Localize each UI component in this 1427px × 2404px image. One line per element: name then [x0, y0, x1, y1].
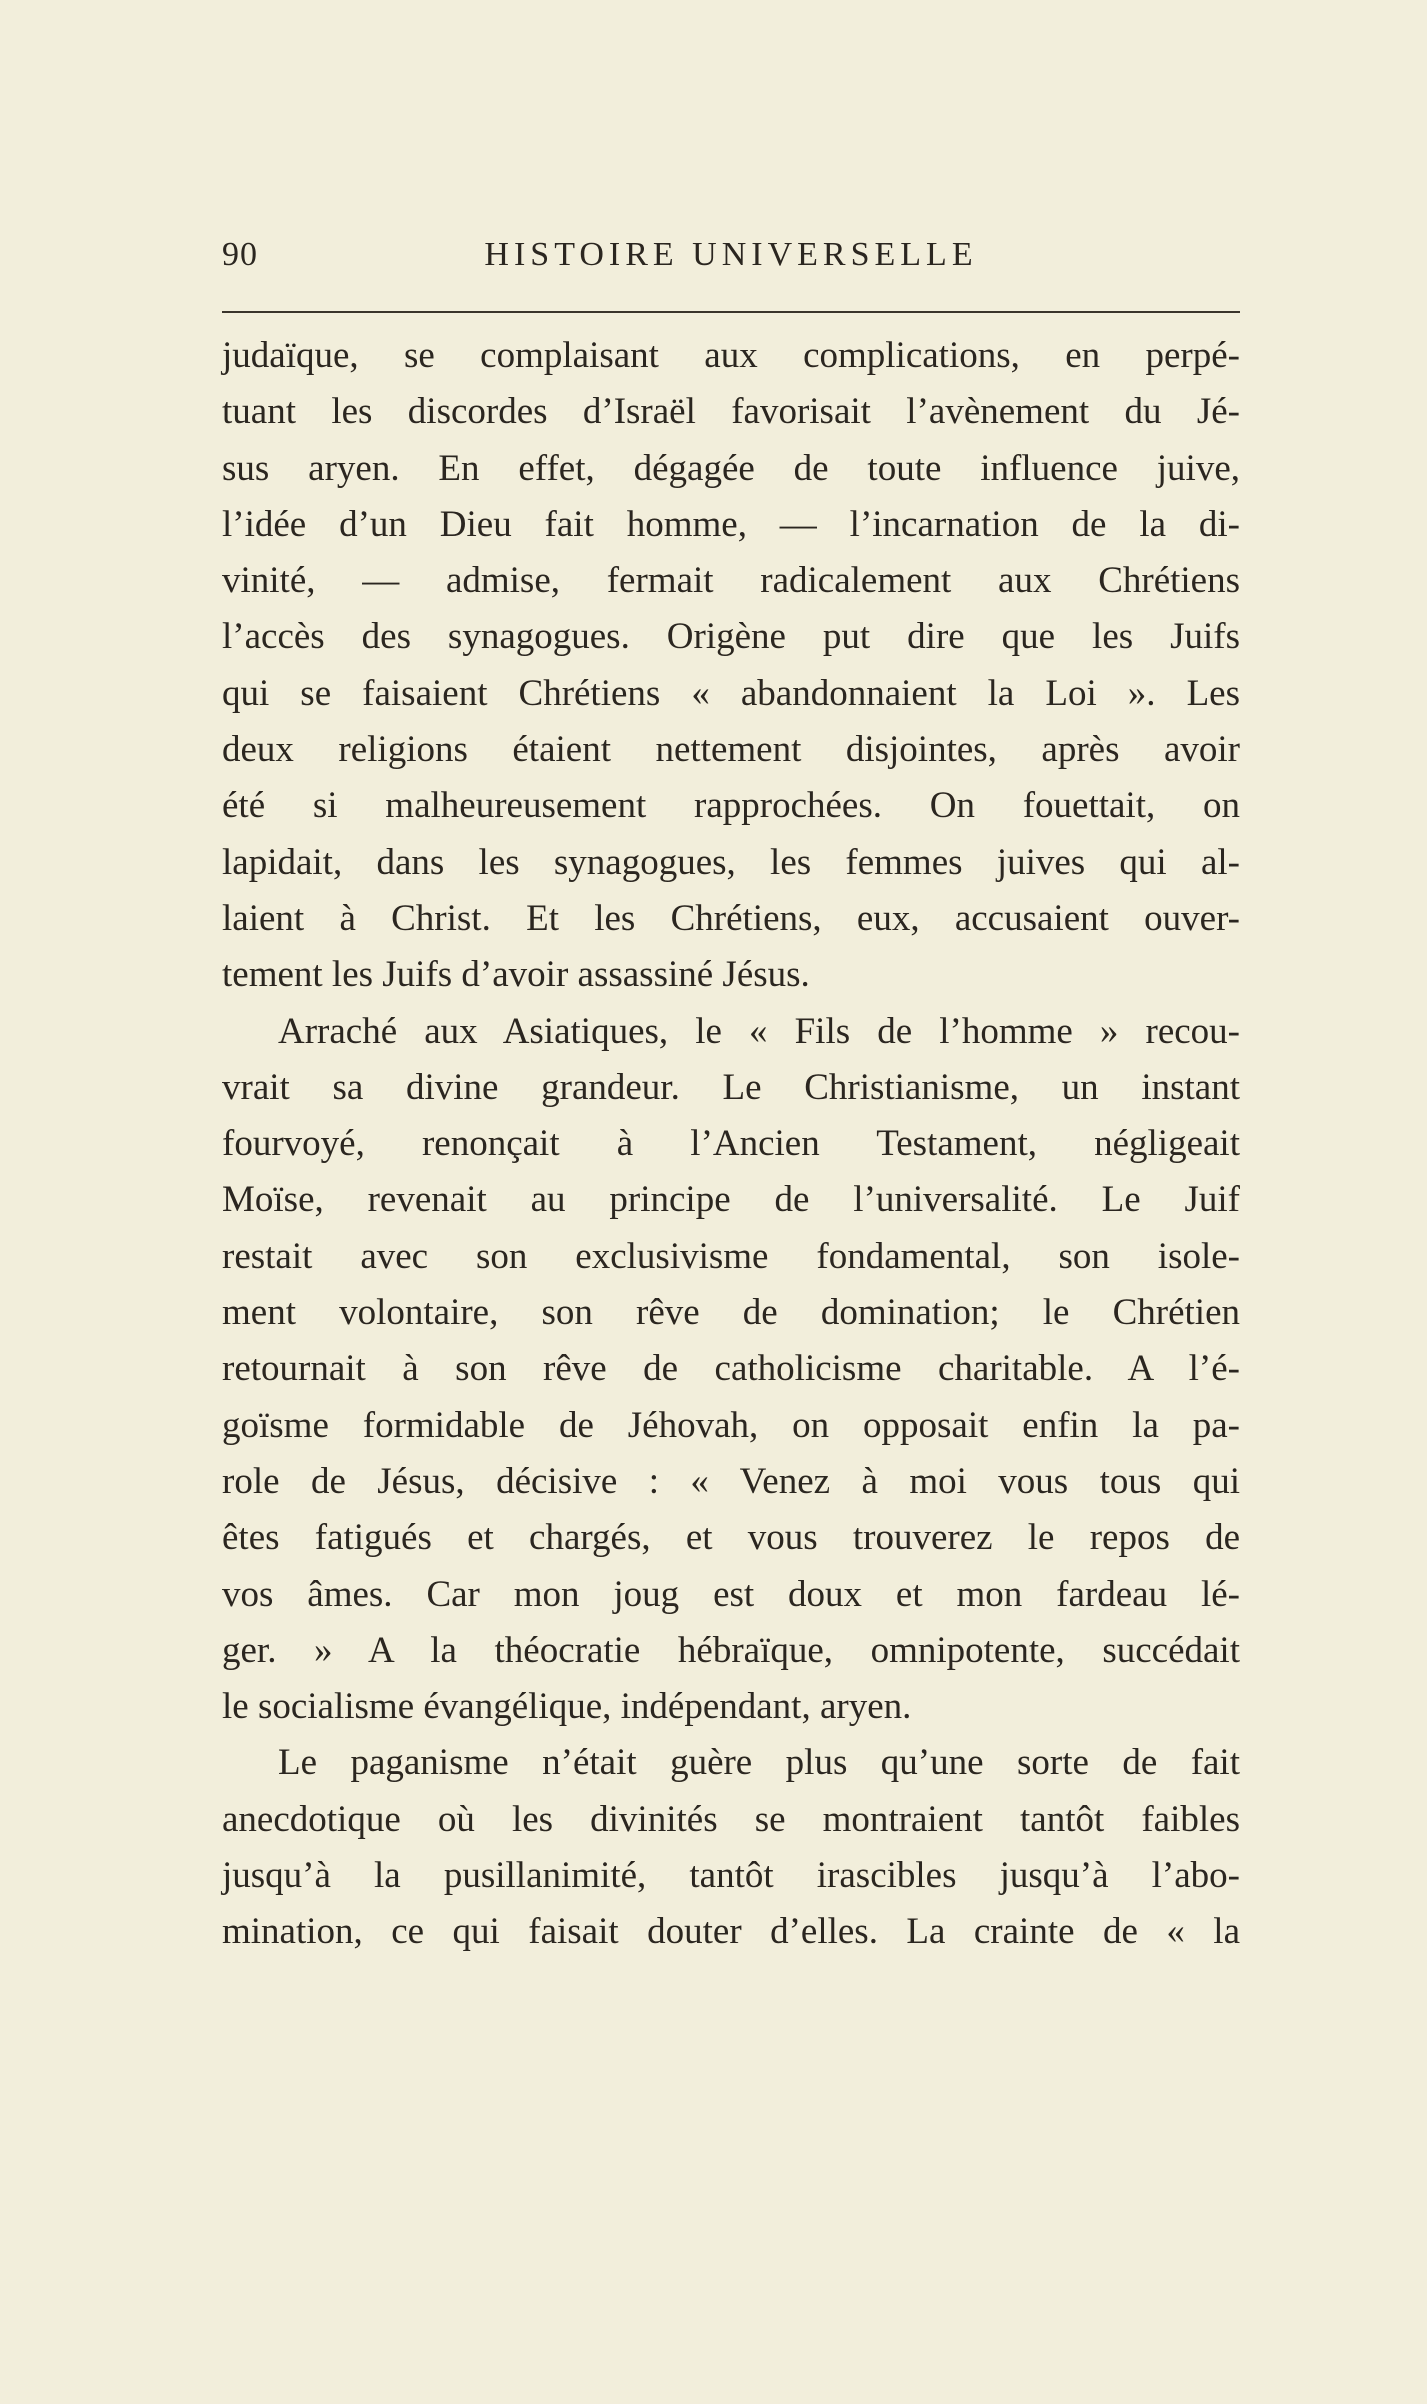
text-line: ment volontaire, son rêve de domination; le Chrétien [222, 1292, 1240, 1334]
text-line: judaïque, se complaisant aux complications, en perpé- [222, 335, 1240, 376]
text-line: été si malheureusement rapprochées. On fouettait, on [222, 785, 1240, 827]
body-text [222, 328, 1240, 1961]
text-line: restait avec son exclusivisme fondamental, son isole- [222, 1235, 1240, 1277]
text-line: Le paganisme n’était guère plus qu’une sorte de fait [278, 1742, 1240, 1784]
text-line: fourvoyé, renonçait à l’Ancien Testament, négligeait [222, 1123, 1240, 1165]
text-line: role de Jésus, décisive : « Venez à moi vous tous qui [222, 1460, 1240, 1502]
text-line: ger. » A la théocratie hébraïque, omnipotente, succédait [222, 1629, 1240, 1671]
running-title: HISTOIRE UNIVERSELLE [484, 236, 978, 273]
text-line: deux religions étaient nettement disjointes, après avoir [222, 729, 1240, 771]
text-line: tuant les discordes d’Israël favorisait l’avènement du Jé- [222, 391, 1240, 433]
text-line: sus aryen. En effet, dégagée de toute influence juive, [222, 447, 1240, 489]
text-line: mination, ce qui faisait douter d’elles. La crainte de « la [222, 1911, 1240, 1953]
text-line: anecdotique où les divinités se montraient tantôt faibles [222, 1798, 1240, 1840]
header-rule [222, 311, 1240, 313]
page-number: 90 [222, 236, 258, 273]
text-line: l’accès des synagogues. Origène put dire que les Juifs [222, 616, 1240, 658]
text-line: lapidait, dans les synagogues, les femmes juives qui al- [222, 841, 1240, 883]
running-head [222, 236, 1240, 286]
text-line: le socialisme évangélique, indépendant, aryen. [222, 1686, 912, 1728]
text-line: goïsme formidable de Jéhovah, on opposait enfin la pa- [222, 1404, 1240, 1446]
text-line: retournait à son rêve de catholicisme charitable. A l’é- [222, 1348, 1240, 1390]
text-line: vos âmes. Car mon joug est doux et mon fardeau lé- [222, 1573, 1240, 1615]
text-line: Moïse, revenait au principe de l’universalité. Le Juif [222, 1179, 1240, 1221]
text-line: Arraché aux Asiatiques, le « Fils de l’homme » recou- [278, 1010, 1240, 1052]
text-line: laient à Christ. Et les Chrétiens, eux, accusaient ouver- [222, 897, 1240, 939]
text-line: l’idée d’un Dieu fait homme, — l’incarnation de la di- [222, 503, 1240, 545]
text-line: jusqu’à la pusillanimité, tantôt irascibles jusqu’à l’abo- [222, 1855, 1240, 1897]
text-line: tement les Juifs d’avoir assassiné Jésus. [222, 954, 810, 996]
text-line: êtes fatigués et chargés, et vous trouverez le repos de [222, 1517, 1240, 1559]
text-line: vinité, — admise, fermait radicalement aux Chrétiens [222, 560, 1240, 602]
text-line: vrait sa divine grandeur. Le Christianisme, un instant [222, 1066, 1240, 1108]
text-line: qui se faisaient Chrétiens « abandonnaient la Loi ». Les [222, 672, 1240, 714]
